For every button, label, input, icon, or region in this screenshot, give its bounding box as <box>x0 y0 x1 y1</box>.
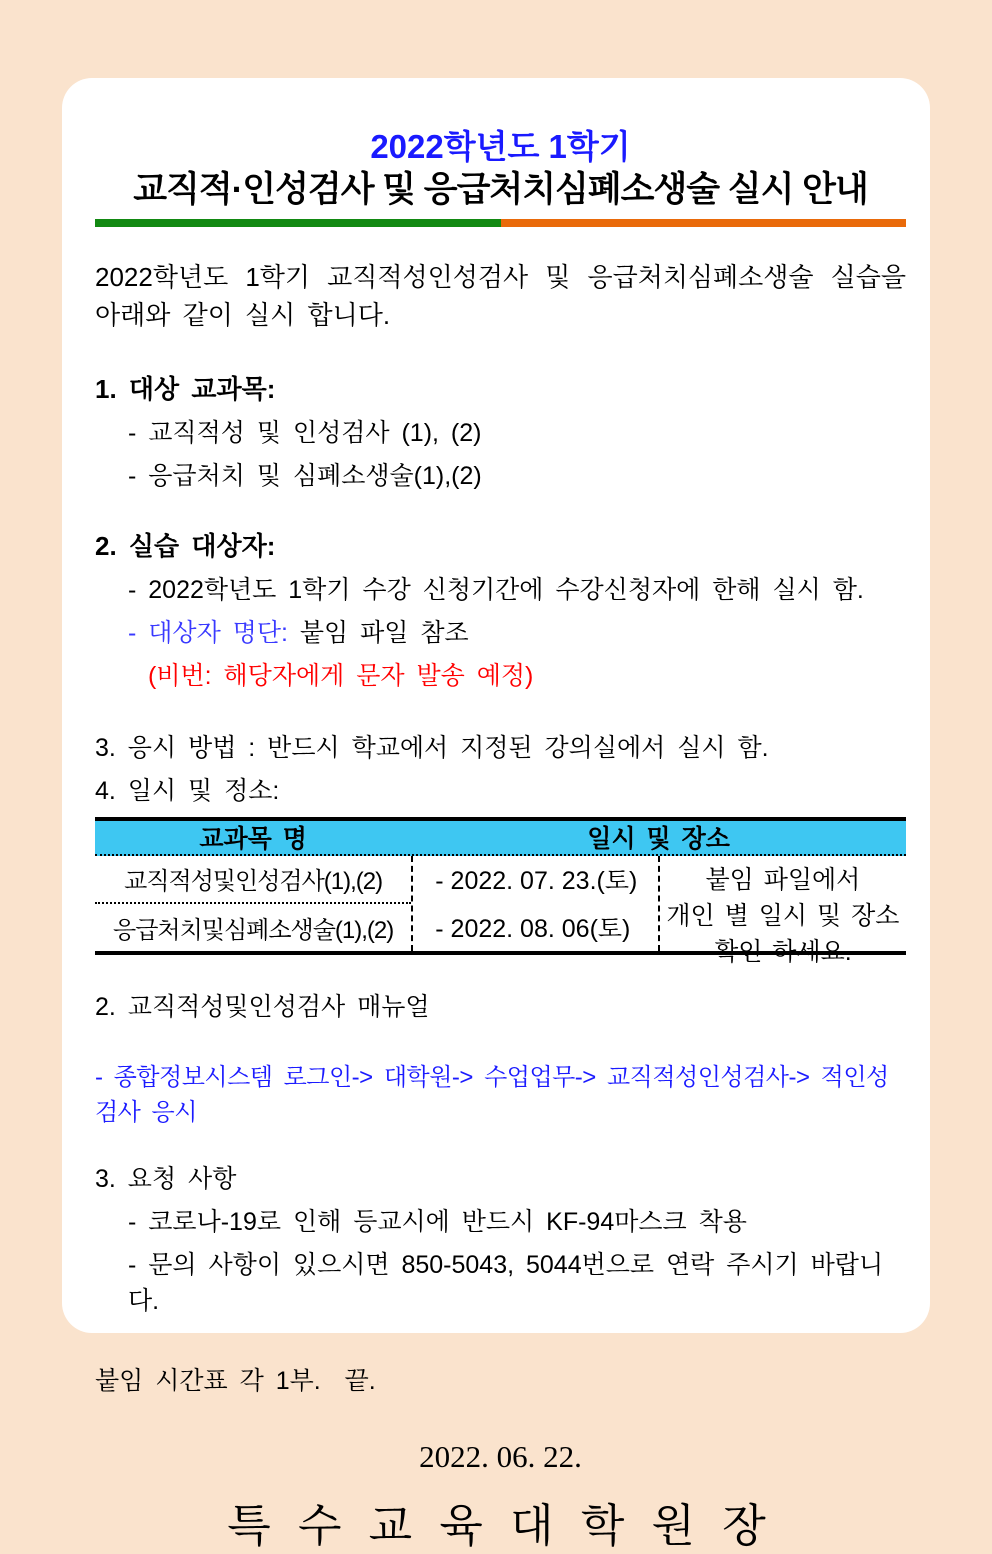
section-subjects-heading: 1. 대상 교과목: <box>95 373 276 404</box>
title-semester: 2022학년도 1학기 <box>370 128 631 165</box>
notice-card <box>62 78 930 1551</box>
target-item-3-red: (비번: 해당자에게 문자 발송 예정) <box>148 661 534 690</box>
title-underline-orange <box>501 219 907 227</box>
title-underline <box>95 219 906 227</box>
table-header-subject: 교과목 명 <box>199 825 307 854</box>
table-header-datetime-place: 일시 및 장소 <box>587 825 730 854</box>
schedule-table-header <box>95 821 906 856</box>
title-underline-green <box>95 219 501 227</box>
table-date-1: - 2022. 07. 23.(토) <box>435 867 638 896</box>
section-targets-heading: 2. 실습 대상자: <box>95 530 276 561</box>
intro-line-1: 2022학년도 1학기 교직적성인성검사 및 응급처치심폐소생술 실습을 <box>95 262 906 293</box>
section-manual-heading: 2. 교직적성및인성검사 매뉴얼 <box>95 992 430 1021</box>
table-row-subject-2: 응급처치및심폐소생술(1),(2) <box>113 916 394 944</box>
section-method-line: 3. 응시 방법 : 반드시 학교에서 지정된 강의실에서 실시 함. <box>95 733 769 762</box>
request-item-2: - 문의 사항이 있으시면 850-5043, 5044번으로 연락 주시기 바랍니다. <box>128 1250 884 1315</box>
section-schedule-line: 4. 일시 및 정소: <box>95 776 280 805</box>
manual-path-line: - 종합정보시스템 로그인-> 대학원-> 수업업무-> 교직적성인성검사-> 적인성검사 응시 <box>95 1063 889 1126</box>
target-item-1: - 2022학년도 1학기 수강 신청기간에 수강신청자에 한해 실시 함. <box>128 575 864 604</box>
target-item-2-blue: - 대상자 명단: <box>128 618 288 647</box>
target-item-2-black: 붙임 파일 참조 <box>287 618 469 647</box>
table-col-dates <box>411 856 658 951</box>
subject-item-2: - 응급처치 및 심폐소생술(1),(2) <box>128 461 482 490</box>
intro-paragraph <box>95 259 906 334</box>
subject-item-1: - 교직적성 및 인성검사 (1), (2) <box>128 418 482 447</box>
title-main: 교직적·인성검사 및 응급처치심폐소생술 실시 안내 <box>133 169 868 209</box>
attachment-line: 붙임 시간표 각 1부. 끝. <box>95 1366 376 1395</box>
table-row-subject-1: 교직적성및인성검사(1),(2) <box>95 856 411 905</box>
intro-line-2: 아래와 같이 실시 합니다. <box>95 299 391 330</box>
table-location-line-1: 붙임 파일에서 <box>705 865 861 894</box>
table-col-location <box>658 856 906 966</box>
notice-content <box>62 78 930 1554</box>
table-location-line-2: 개인 별 일시 및 장소 <box>666 901 900 930</box>
table-date-2: - 2022. 08. 06(토) <box>435 914 631 943</box>
request-item-1: - 코로나-19로 인해 등교시에 반드시 KF-94마스크 착용 <box>128 1207 747 1236</box>
schedule-table-body <box>95 856 906 966</box>
target-item-2 <box>128 613 906 649</box>
table-col-subjects <box>95 856 411 951</box>
schedule-table <box>95 817 906 966</box>
table-location-line-3: 확인 하세요. <box>714 937 852 966</box>
footer-signature: 특 수 교 육 대 학 원 장 <box>227 1500 774 1551</box>
section-requests-heading: 3. 요청 사항 <box>95 1164 237 1193</box>
footer-date: 2022. 06. 22. <box>419 1438 582 1474</box>
